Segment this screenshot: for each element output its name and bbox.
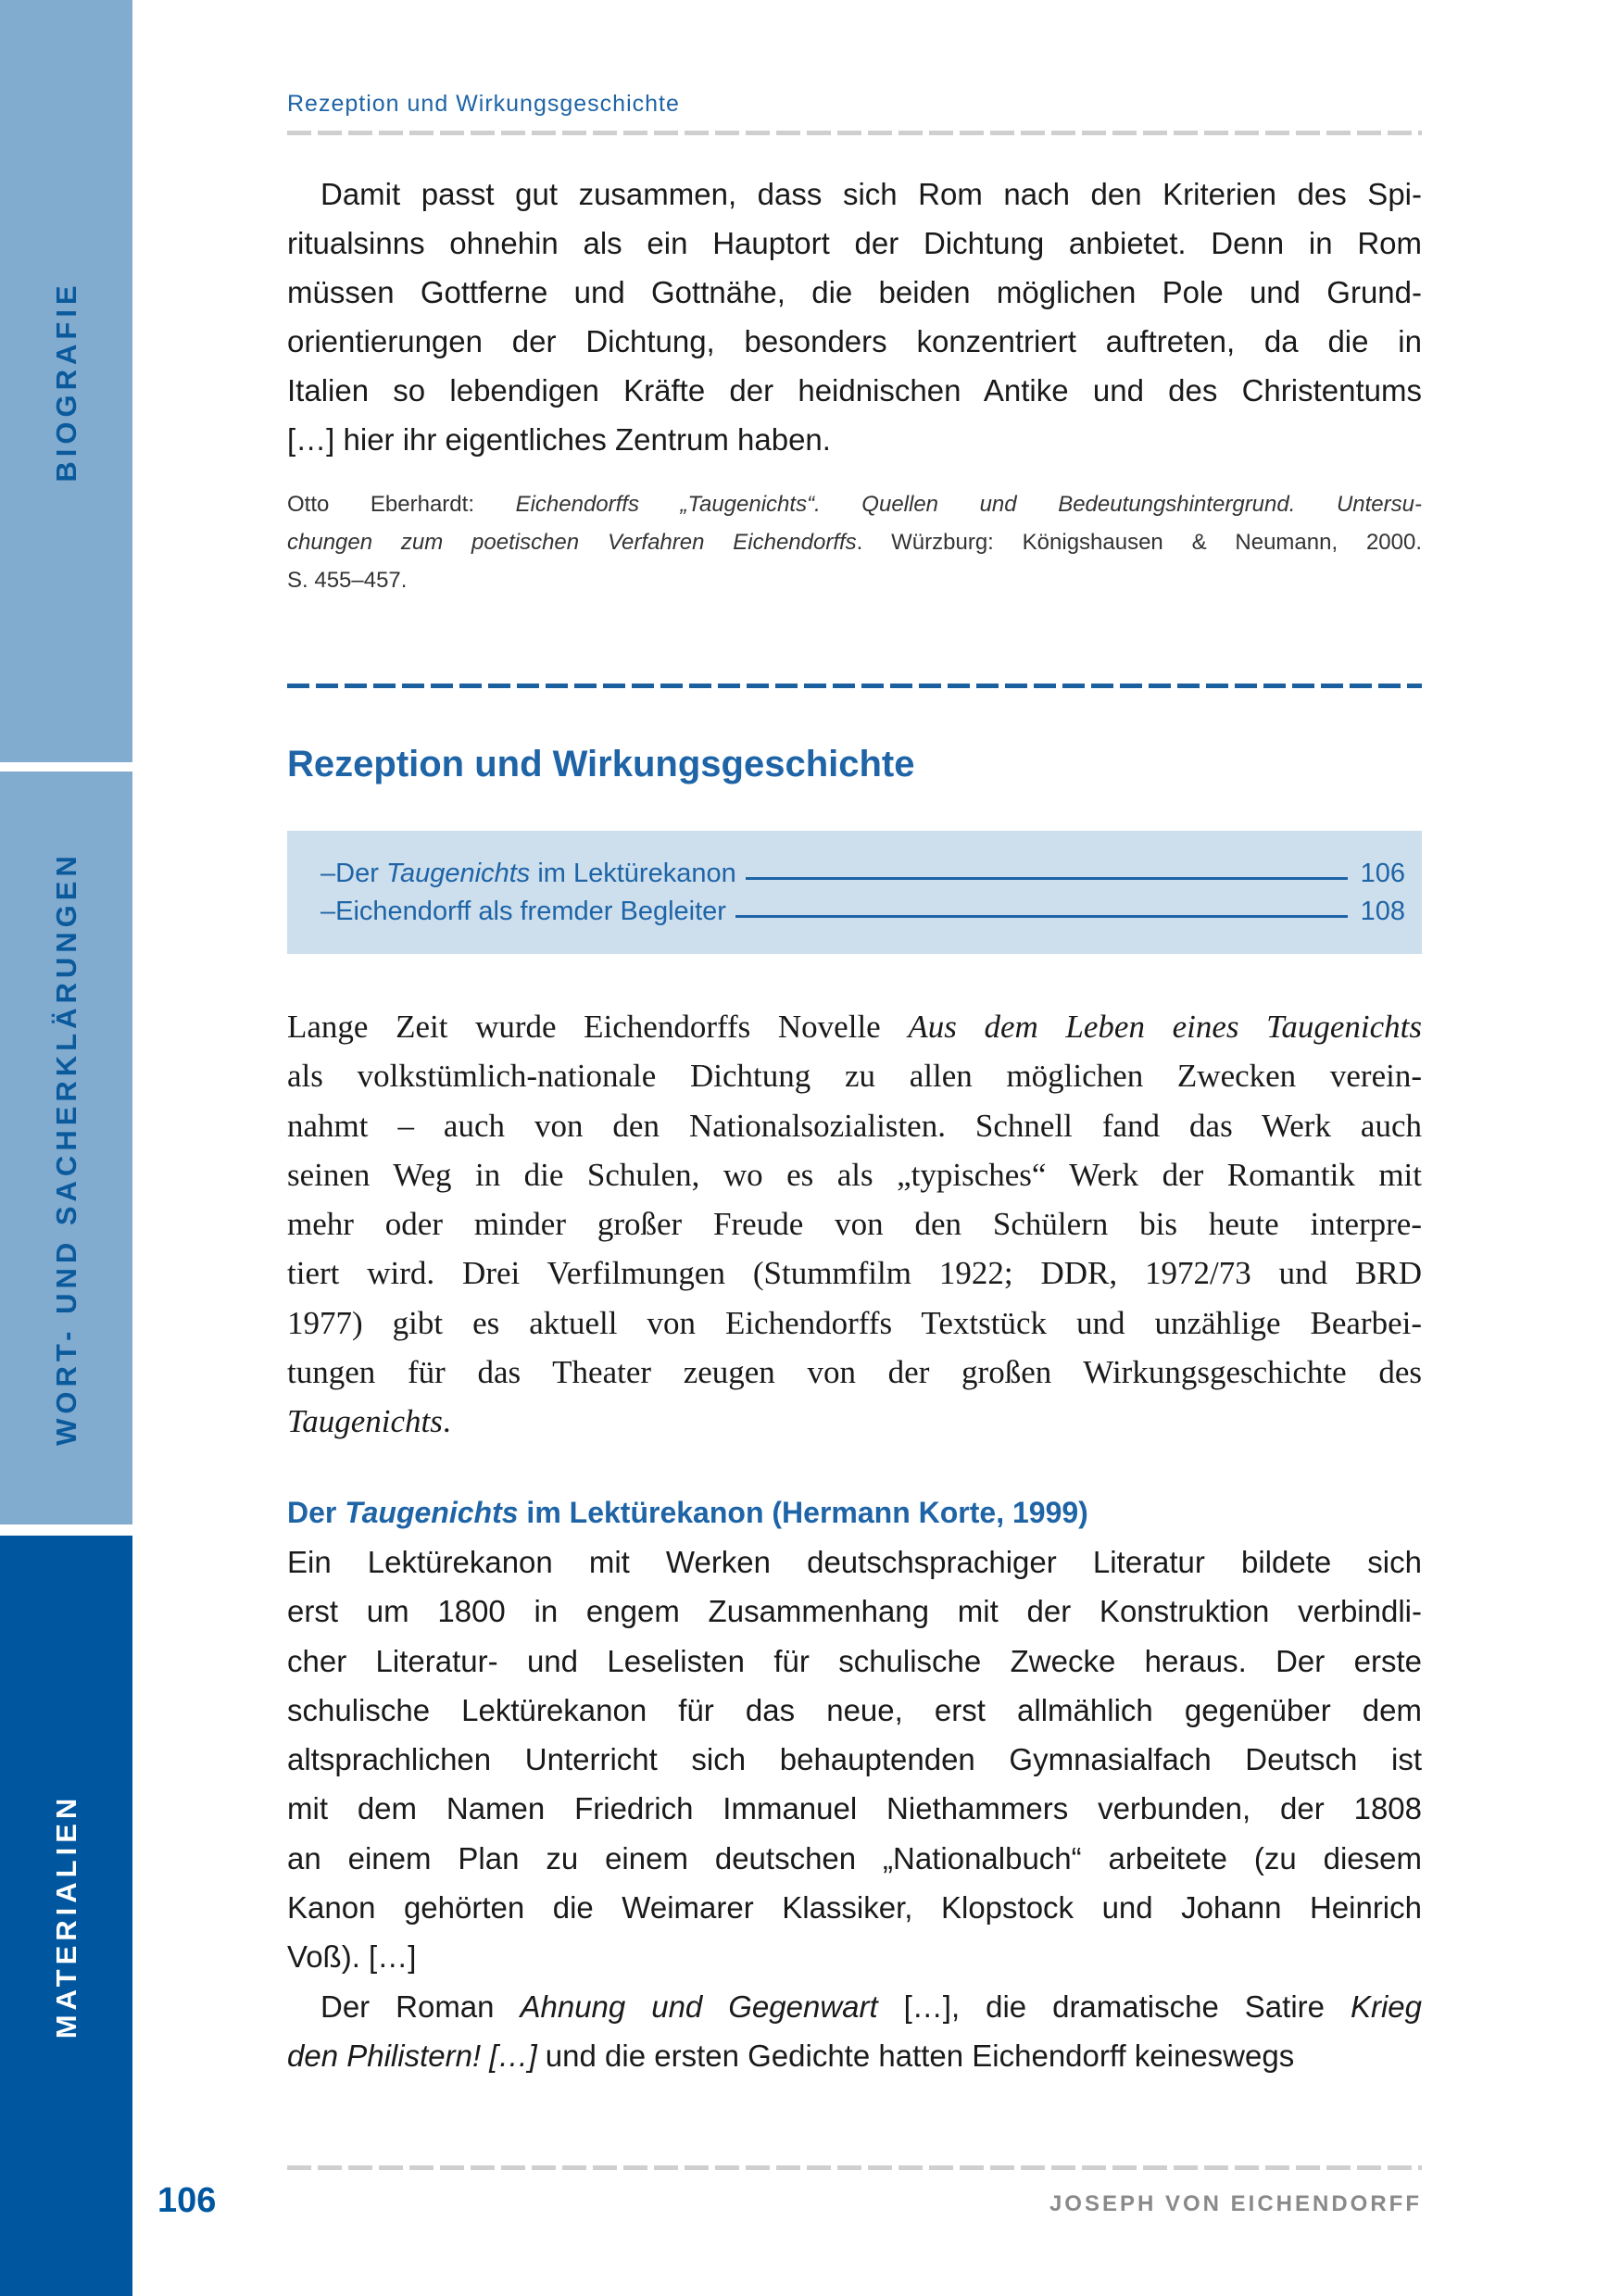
text: tiert wird. Drei Verfilmungen (Stummfilm 1922; DDR, 1972/73 und BRD (287, 1255, 1422, 1292)
text-line (287, 219, 1422, 268)
quote-block (287, 169, 1422, 464)
text-line (287, 317, 1422, 366)
text: an einem Plan zu einem deutschen „Nationalbuch“ arbeitete (zu diesem (287, 1840, 1422, 1876)
text: tungen für das Theater zeugen von der großen Wirkungsgeschichte des (287, 1354, 1422, 1391)
italic-text: Taugenichts (287, 1403, 443, 1440)
text: orientierungen der Dichtung, besonders konzentriert auftreten, da die in (287, 324, 1422, 358)
italic-text: Krieg (1350, 1989, 1423, 2024)
text-line (287, 1348, 1422, 1397)
text: S. 455–457. (287, 568, 408, 593)
text-line (287, 1735, 1422, 1784)
korte-excerpt (287, 1537, 1422, 2080)
italic-text: Ahnung und Gegenwart (520, 1989, 878, 2024)
text: müssen Gottferne und Gottnähe, die beiden möglichen Pole und Grund- (287, 275, 1422, 309)
text-line (287, 1932, 1422, 1981)
text-line (287, 1248, 1422, 1298)
text: mit dem Namen Friedrich Immanuel Niethammers verbunden, der 1808 (287, 1791, 1422, 1826)
toc-leader (746, 877, 1348, 880)
text: cher Literatur- und Leselisten für schulische Zwecke heraus. Der erste (287, 1643, 1422, 1678)
text: schulische Lektürekanon für das neue, erst allmählich gegenüber dem (287, 1692, 1422, 1727)
text: Italien so lebendigen Kräfte der heidnischen Antike und des Christentums (287, 373, 1422, 408)
text-line (287, 1299, 1422, 1348)
toc-dash: – (320, 897, 336, 926)
text: . (442, 1403, 451, 1440)
italic-text: chungen zum poetischen Verfahren Eichendorffs (287, 530, 857, 555)
text-line (287, 1397, 1422, 1446)
text-line (287, 1834, 1422, 1883)
text: und die ersten Gedichte hatten Eichendorff keineswegs (536, 2038, 1295, 2073)
sidebar-tab-biografie[interactable] (0, 0, 132, 762)
text-line (287, 1002, 1422, 1051)
italic-text: Aus dem Leben eines Taugenichts (908, 1009, 1423, 1045)
tab-label: BIOGRAFIE (49, 280, 82, 483)
text: Voß). […] (287, 1939, 417, 1975)
sidebar-tab-materialien[interactable] (0, 1536, 132, 2296)
book-title: JOSEPH VON EICHENDORFF (1049, 2191, 1422, 2216)
text: […], die dramatische Satire (877, 1989, 1351, 2024)
toc-label: Eichendorff als fremder Begleiter (335, 897, 726, 926)
text-line (287, 1051, 1422, 1100)
toc-page: 106 (1360, 859, 1405, 888)
text-line (287, 1784, 1422, 1833)
section-title: Rezeption und Wirkungsgeschichte (287, 744, 915, 784)
text: 1977) gibt es aktuell von Eichendorffs Textstück und unzählige Bearbei- (287, 1304, 1422, 1341)
text-line (287, 1101, 1422, 1150)
footer-divider (287, 2165, 1422, 2170)
text: als volkstümlich-nationale Dichtung zu allen möglichen Zwecken verein- (287, 1058, 1422, 1095)
text-line (287, 1537, 1422, 1587)
toc-item[interactable] (320, 851, 1405, 889)
text: . Würzburg: Königshausen & Neumann, 2000. (856, 530, 1422, 555)
toc-leader (735, 915, 1348, 918)
text-line (287, 1637, 1422, 1686)
running-head: Rezeption und Wirkungsgeschichte (287, 91, 680, 117)
text: Kanon gehörten die Weimarer Klassiker, Klopstock und Johann Heinrich (287, 1890, 1422, 1926)
intro-paragraph (287, 1002, 1422, 1447)
text-line (287, 1883, 1422, 1932)
text-line (287, 1587, 1422, 1636)
text: Der Roman (320, 1989, 521, 2024)
text: Otto Eberhardt: (287, 492, 516, 517)
text-line (287, 366, 1422, 415)
text: Ein Lektürekanon mit Werken deutschsprachiger Literatur bildete sich (287, 1545, 1422, 1579)
text-line (287, 268, 1422, 317)
toc-page: 108 (1360, 897, 1405, 926)
tab-label: MATERIALIEN (49, 1793, 82, 2039)
text: Lange Zeit wurde Eichendorffs Novelle (287, 1009, 909, 1045)
text-line (287, 1686, 1422, 1735)
text-line (287, 2031, 1422, 2080)
page-number: 106 (157, 2181, 217, 2220)
text-line (287, 1982, 1422, 2031)
text-line (287, 485, 1422, 523)
text: seinen Weg in die Schulen, wo es als „typisches“ Werk der Romantik mit (287, 1156, 1422, 1193)
text-line (287, 1199, 1422, 1248)
citation (287, 485, 1422, 599)
subheading: Der Taugenichts im Lektürekanon (Hermann Korte, 1999) (287, 1496, 1088, 1529)
text: erst um 1800 in engem Zusammenhang mit der Konstruktion verbindli- (287, 1594, 1422, 1629)
text: […] hier ihr eigentliches Zentrum haben. (287, 422, 831, 457)
text: ritualsinns ohnehin als ein Hauptort der Dichtung anbietet. Denn in Rom (287, 226, 1422, 260)
tab-label: WORT- UND SACHERKLÄRUNGEN (49, 850, 82, 1446)
toc-item[interactable] (320, 889, 1405, 927)
italic-text: Eichendorffs „Taugenichts“. Quellen und Bedeutungshintergrund. Untersu- (515, 492, 1422, 517)
toc-label: Der Taugenichts im Lektürekanon (335, 859, 736, 888)
section-divider (287, 684, 1422, 688)
text-line (287, 1150, 1422, 1199)
toc-dash: – (320, 859, 336, 888)
table-of-contents (287, 831, 1422, 954)
text: mehr oder minder großer Freude von den Schülern bis heute interpre- (287, 1206, 1422, 1243)
text-line (287, 561, 1422, 599)
italic-text: den Philistern! […] (287, 2038, 537, 2073)
sidebar-tab-wort-und-sacherklaerungen[interactable] (0, 772, 132, 1524)
text-line (287, 415, 1422, 464)
text: altsprachlichen Unterricht sich behauptenden Gymnasialfach Deutsch ist (287, 1742, 1422, 1777)
text-line (287, 523, 1422, 561)
text-line (287, 169, 1422, 219)
text: nahmt – auch von den Nationalsozialisten. Schnell fand das Werk auch (287, 1107, 1422, 1144)
header-divider (287, 131, 1422, 135)
text: Damit passt gut zusammen, dass sich Rom nach den Kriterien des Spi- (320, 177, 1422, 211)
